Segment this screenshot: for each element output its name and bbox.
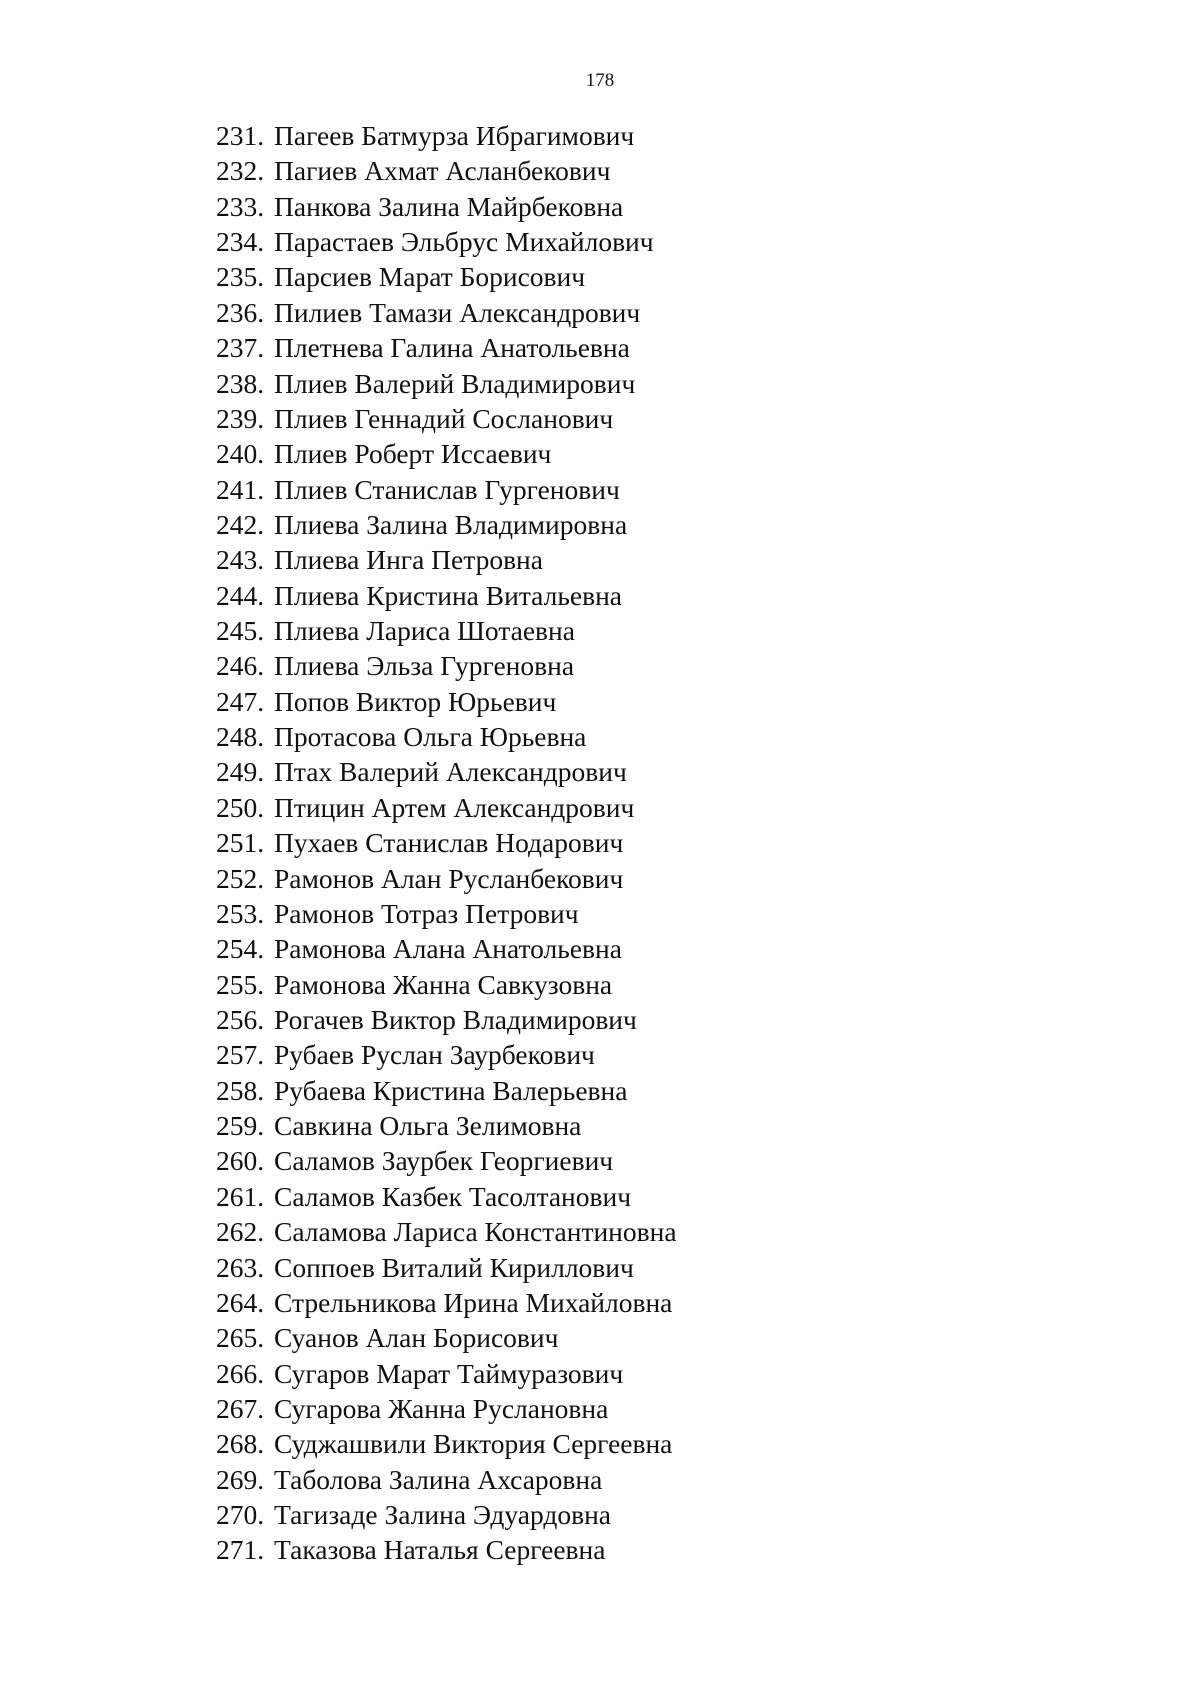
list-item xyxy=(216,1250,677,1285)
item-number: 269. xyxy=(216,1463,265,1495)
item-number: 255. xyxy=(216,968,265,1000)
list-item xyxy=(216,1356,677,1391)
list-item xyxy=(216,1143,677,1178)
item-number: 231. xyxy=(216,120,265,151)
person-name: Рамонова Жанна Савкузовна xyxy=(274,968,613,1000)
list-item xyxy=(216,542,677,577)
item-number: 259. xyxy=(216,1110,265,1142)
item-number: 247. xyxy=(216,685,265,717)
item-number: 261. xyxy=(216,1180,265,1212)
item-number: 251. xyxy=(216,827,265,859)
list-item xyxy=(216,330,677,365)
list-item xyxy=(216,118,677,153)
person-name: Парсиев Марат Борисович xyxy=(274,261,586,293)
person-name: Рогачев Виктор Владимирович xyxy=(274,1003,637,1035)
list-item xyxy=(216,1532,677,1567)
person-name: Плиева Инга Петровна xyxy=(274,544,543,576)
item-number: 257. xyxy=(216,1039,265,1071)
list-item xyxy=(216,295,677,330)
list-item xyxy=(216,1391,677,1426)
person-name: Стрельникова Ирина Михайловна xyxy=(274,1286,673,1318)
list-item xyxy=(216,790,677,825)
person-name: Парастаев Эльбрус Михайлович xyxy=(274,226,654,258)
list-item xyxy=(216,1462,677,1497)
item-number: 235. xyxy=(216,261,265,293)
person-name: Протасова Ольга Юрьевна xyxy=(274,721,587,753)
page-number: 178 xyxy=(585,70,615,91)
person-name: Плиев Валерий Владимирович xyxy=(274,367,636,399)
item-number: 242. xyxy=(216,508,265,540)
list-item xyxy=(216,1179,677,1214)
person-name: Плиев Роберт Иссаевич xyxy=(274,438,552,470)
item-number: 267. xyxy=(216,1392,265,1424)
item-number: 243. xyxy=(216,544,265,576)
item-number: 234. xyxy=(216,226,265,258)
list-item xyxy=(216,189,677,224)
list-item xyxy=(216,436,677,471)
person-name: Рубаев Руслан Заурбекович xyxy=(274,1039,595,1071)
person-name: Птицин Артем Александрович xyxy=(274,791,635,823)
list-item xyxy=(216,684,677,719)
item-number: 246. xyxy=(216,650,265,682)
item-number: 250. xyxy=(216,791,265,823)
person-name: Саламов Казбек Тасолтанович xyxy=(274,1180,632,1212)
person-name: Соппоев Виталий Кириллович xyxy=(274,1251,634,1283)
person-name: Тагизаде Залина Эдуардовна xyxy=(274,1499,612,1531)
list-item xyxy=(216,507,677,542)
person-name: Саламов Заурбек Георгиевич xyxy=(274,1145,614,1177)
item-number: 268. xyxy=(216,1428,265,1460)
person-name: Панкова Залина Майрбековна xyxy=(274,190,624,222)
list-item xyxy=(216,613,677,648)
person-name: Попов Виктор Юрьевич xyxy=(274,685,557,717)
person-name: Рамонов Алан Русланбекович xyxy=(274,862,624,894)
person-name: Пилиев Тамази Александрович xyxy=(274,296,641,328)
list-item xyxy=(216,259,677,294)
list-item xyxy=(216,861,677,896)
person-name: Плетнева Галина Анатольевна xyxy=(274,332,630,364)
person-name: Плиева Эльза Гургеновна xyxy=(274,650,575,682)
item-number: 260. xyxy=(216,1145,265,1177)
item-number: 258. xyxy=(216,1074,265,1106)
person-name: Плиева Кристина Витальевна xyxy=(274,579,622,611)
name-list xyxy=(216,118,677,1568)
list-item xyxy=(216,896,677,931)
item-number: 240. xyxy=(216,438,265,470)
list-item xyxy=(216,1073,677,1108)
person-name: Суанов Алан Борисович xyxy=(274,1322,559,1354)
person-name: Пухаев Станислав Нодарович xyxy=(274,827,624,859)
person-name: Суджашвили Виктория Сергеевна xyxy=(274,1428,673,1460)
person-name: Плиева Лариса Шотаевна xyxy=(274,615,575,647)
list-item xyxy=(216,825,677,860)
item-number: 271. xyxy=(216,1534,265,1566)
person-name: Таказова Наталья Сергеевна xyxy=(274,1534,606,1566)
item-number: 266. xyxy=(216,1357,265,1389)
list-item xyxy=(216,754,677,789)
list-item xyxy=(216,224,677,259)
list-item xyxy=(216,401,677,436)
item-number: 248. xyxy=(216,721,265,753)
list-item xyxy=(216,153,677,188)
item-number: 262. xyxy=(216,1216,265,1248)
list-item xyxy=(216,1214,677,1249)
person-name: Саламова Лариса Константиновна xyxy=(274,1216,677,1248)
person-name: Сугарова Жанна Руслановна xyxy=(274,1392,609,1424)
list-item xyxy=(216,578,677,613)
list-item xyxy=(216,366,677,401)
item-number: 236. xyxy=(216,296,265,328)
list-item xyxy=(216,648,677,683)
list-item xyxy=(216,472,677,507)
item-number: 237. xyxy=(216,332,265,364)
list-item xyxy=(216,1497,677,1532)
item-number: 264. xyxy=(216,1286,265,1318)
item-number: 270. xyxy=(216,1499,265,1531)
item-number: 249. xyxy=(216,756,265,788)
item-number: 254. xyxy=(216,933,265,965)
list-item xyxy=(216,1037,677,1072)
item-number: 233. xyxy=(216,190,265,222)
person-name: Птах Валерий Александрович xyxy=(274,756,627,788)
person-name: Рамонова Алана Анатольевна xyxy=(274,933,622,965)
item-number: 232. xyxy=(216,155,265,187)
item-number: 265. xyxy=(216,1322,265,1354)
item-number: 253. xyxy=(216,897,265,929)
list-item xyxy=(216,967,677,1002)
list-item xyxy=(216,719,677,754)
item-number: 256. xyxy=(216,1003,265,1035)
person-name: Плиев Станислав Гургенович xyxy=(274,473,620,505)
list-item xyxy=(216,1426,677,1461)
person-name: Савкина Ольга Зелимовна xyxy=(274,1110,582,1142)
item-number: 263. xyxy=(216,1251,265,1283)
person-name: Сугаров Марат Таймуразович xyxy=(274,1357,624,1389)
item-number: 244. xyxy=(216,579,265,611)
list-item xyxy=(216,1285,677,1320)
person-name: Пагеев Батмурза Ибрагимович xyxy=(274,120,635,151)
person-name: Пагиев Ахмат Асланбекович xyxy=(274,155,611,187)
list-item xyxy=(216,931,677,966)
person-name: Рамонов Тотраз Петрович xyxy=(274,897,579,929)
person-name: Рубаева Кристина Валерьевна xyxy=(274,1074,628,1106)
item-number: 245. xyxy=(216,615,265,647)
person-name: Плиева Залина Владимировна xyxy=(274,508,628,540)
item-number: 241. xyxy=(216,473,265,505)
person-name: Плиев Геннадий Сосланович xyxy=(274,402,614,434)
item-number: 239. xyxy=(216,402,265,434)
person-name: Таболова Залина Ахсаровна xyxy=(274,1463,603,1495)
list-item xyxy=(216,1320,677,1355)
item-number: 238. xyxy=(216,367,265,399)
list-item xyxy=(216,1108,677,1143)
list-item xyxy=(216,1002,677,1037)
item-number: 252. xyxy=(216,862,265,894)
